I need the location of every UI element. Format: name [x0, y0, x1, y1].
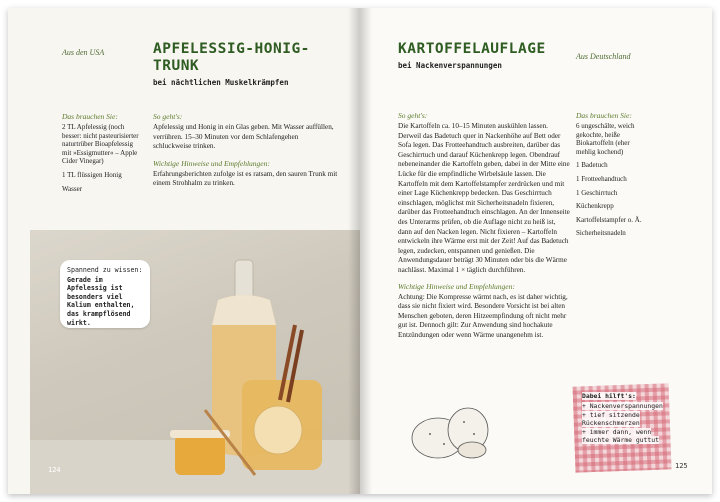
left-title-line2: TRUNK [153, 58, 200, 74]
tip-item: + tief sitzende Rückenschmerzen [582, 410, 640, 428]
right-origin-label: Aus Deutschland [576, 52, 631, 61]
ingredient-item: 1 TL flüssigen Honig [62, 170, 122, 179]
tip-box-heading: Dabei hilft's: [582, 392, 636, 400]
left-recipe-title [153, 41, 310, 75]
left-how-heading: So geht's: [153, 112, 183, 121]
right-recipe-title: KARTOFFELAUFLAGE [398, 41, 546, 57]
ingredient-item: 1 Geschirrtuch [576, 188, 618, 197]
ingredient-item: 2 TL Apfelessig (noch besser: nicht pasteurisierter naturtrüber Bioapfelessig mit »Essigmutter« – Apple Cider Vinegar) [62, 123, 139, 166]
left-needs-heading: Das brauchen Sie: [62, 112, 118, 121]
left-recipe-subtitle: bei nächtlichen Muskelkrämpfen [153, 78, 289, 87]
right-page-number: 125 [675, 462, 688, 470]
right-hints-heading: Wichtige Hinweise und Empfehlungen: [398, 281, 515, 291]
left-hints-text: Erfahrungsberichten zufolge ist es ratsam, den sauren Trunk mit einem Strohhalm zu trinken. [153, 169, 338, 188]
right-recipe-subtitle: bei Nackenverspannungen [398, 61, 502, 70]
potato-drawing [408, 400, 500, 466]
ingredient-item: Küchenkrepp [576, 202, 614, 211]
left-page-number: 124 [48, 466, 61, 474]
fact-note-heading: Spannend zu wissen: [67, 266, 143, 274]
right-how-heading: So geht's: [398, 111, 428, 120]
ingredient-item: Wasser [62, 184, 83, 193]
tip-box [582, 392, 666, 444]
ingredient-item: 6 ungeschälte, weich gekochte, heiße Biokartoffeln (eher mehlig kochend) [576, 122, 635, 156]
left-page [8, 8, 360, 494]
ingredient-item: 1 Frotteehandtuch [576, 174, 627, 183]
left-ingredients-column [62, 112, 144, 198]
right-needs-heading: Das brauchen Sie: [576, 111, 632, 120]
left-origin-label: Aus den USA [62, 48, 105, 57]
left-title-line1: APFELESSIG-HONIG- [153, 41, 310, 57]
ingredient-item: Sicherheitsnadeln [576, 229, 626, 238]
right-instructions-column [398, 111, 570, 340]
ingredient-item: 1 Badetuch [576, 161, 608, 170]
tip-item: + Nackenverspannungen [582, 402, 663, 411]
right-hints-text: Achtung: Die Kompresse wärmt nach, es ist daher wichtig, dass sie nicht fixiert wird. Besondere Vorsicht ist bei alten Menschen geboten, deren Hitzeempfindung oft nicht mehr gut ist. Dennoch gilt: Zur Anwendung sind hochakute Entzündungen oder wenn Wärme unangenehm ist. [398, 292, 568, 339]
left-instructions-column [153, 112, 338, 189]
ingredient-item: Kartoffelstampfer o. Ä. [576, 215, 642, 224]
right-ingredients-column [576, 111, 646, 243]
right-how-text: Die Kartoffeln ca. 10–15 Minuten auskühlen lassen. Derweil das Badetuch quer in Nackenhöhe auf Bett oder Sofa legen. Das Frotteehandtuch ausbreiten, darüber das Geschirrtuch und darauf Küchenkrepp legen. Obendrauf nebeneinander die Kartoffeln geben, dabei in der Mitte eine Lücke für die empfindliche Wirbelsäule lassen. Die Kartoffeln mit dem Kartoffelstampfer zerdrücken und mit einer Lage Küchenkrepp bedecken. Das Geschirrtuch einschlagen, möglichst mit Sicherheitsnadeln fixieren, darüber das Frotteehandtuch einschlagen. An der Innenseite des Unterarms prüfen, ob die Auflage nicht zu heiß ist, dann auf den Nacken legen. Nicht fixieren – Kartoffeln entwickeln ihre Wärme erst mit der Zeit! Auf das Badetuch legen, zudecken, entspannen und genießen. Die Anwendungsdauer beträgt 30 Minuten oder bis die Wärme nachlässt. Maximal 1 × täglich durchführen. [398, 122, 570, 274]
tip-item: + immer dann, wenn feuchte Wärme guttut [582, 427, 659, 445]
fact-note-text: Gerade im Apfelessig ist besonders viel Kalium enthalten, das krampflösend wirkt. [67, 275, 135, 327]
left-how-text: Apfelessig und Honig in ein Glas geben. Mit Wasser auffüllen, verrühren. 15–30 Minuten vor dem Schlafengehen schluckweise trinken. [153, 123, 334, 151]
fact-note-box [60, 260, 150, 328]
left-hints-heading: Wichtige Hinweise und Empfehlungen: [153, 158, 270, 168]
